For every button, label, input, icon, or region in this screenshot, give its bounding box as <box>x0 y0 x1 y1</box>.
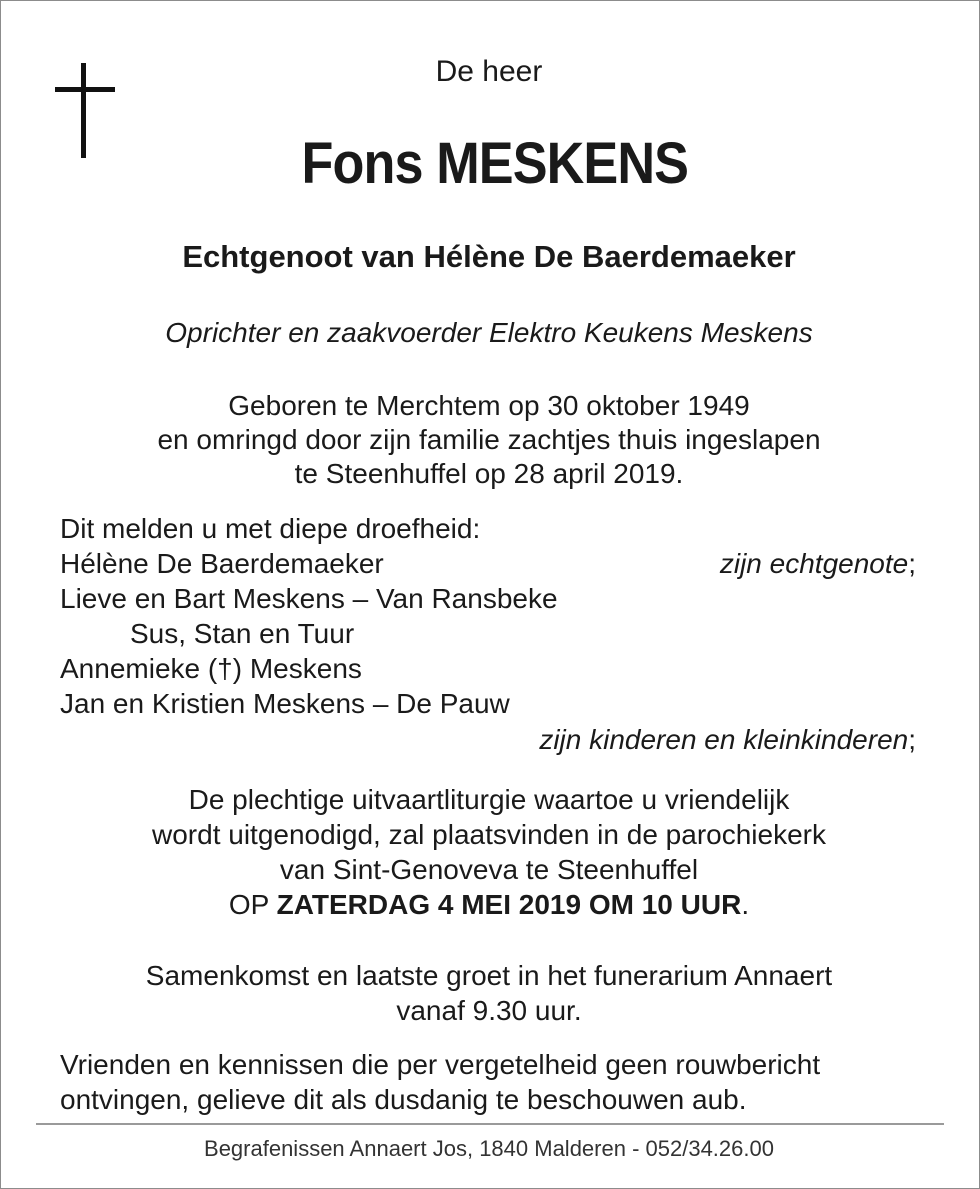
spouse-role: zijn echtgenote; <box>719 548 916 579</box>
birth-line: Geboren te Merchtem op 30 oktober 1949 <box>228 390 750 421</box>
grandchildren: Sus, Stan en Tuur <box>130 618 355 649</box>
deceased-name: Fons MESKENS <box>301 131 689 196</box>
function-line: Oprichter en zaakvoerder Elektro Keukens Meskens <box>165 317 813 348</box>
spouse-name: Hélène De Baerdemaeker <box>60 548 384 579</box>
family-intro: Dit melden u met diepe droefheid: <box>60 513 481 544</box>
spouse-line: Echtgenoot van Hélène De Baerdemaeker <box>182 239 796 274</box>
closing-line: Vrienden en kennissen die per vergetelheid geen rouwbericht <box>60 1049 821 1080</box>
gathering-line: Samenkomst en laatste groet in het funerarium Annaert <box>145 960 833 991</box>
family-member: Lieve en Bart Meskens – Van Ransbeke <box>60 583 558 614</box>
funeral-home-footer: Begrafenissen Annaert Jos, 1840 Malderen - 052/34.26.00 <box>204 1136 774 1161</box>
children-role: zijn kinderen en kleinkinderen; <box>539 724 916 755</box>
footer-divider <box>36 1123 944 1125</box>
title-prefix: De heer <box>435 55 543 88</box>
birth-line: en omringd door zijn familie zachtjes thuis ingeslapen <box>157 424 821 455</box>
birth-line: te Steenhuffel op 28 april 2019. <box>294 458 684 489</box>
funeral-line: De plechtige uitvaartliturgie waartoe u vriendelijk <box>188 784 790 815</box>
closing-line: ontvingen, gelieve dit als dusdanig te beschouwen aub. <box>60 1084 747 1115</box>
family-member: Jan en Kristien Meskens – De Pauw <box>60 688 510 719</box>
family-member: Annemieke (†) Meskens <box>60 653 362 684</box>
gathering-line: vanaf 9.30 uur. <box>396 995 582 1026</box>
funeral-line: wordt uitgenodigd, zal plaatsvinden in de parochiekerk <box>152 819 826 850</box>
funeral-line: van Sint-Genoveva te Steenhuffel <box>279 854 699 885</box>
funeral-date: OP ZATERDAG 4 MEI 2019 OM 10 UUR. <box>228 889 750 920</box>
